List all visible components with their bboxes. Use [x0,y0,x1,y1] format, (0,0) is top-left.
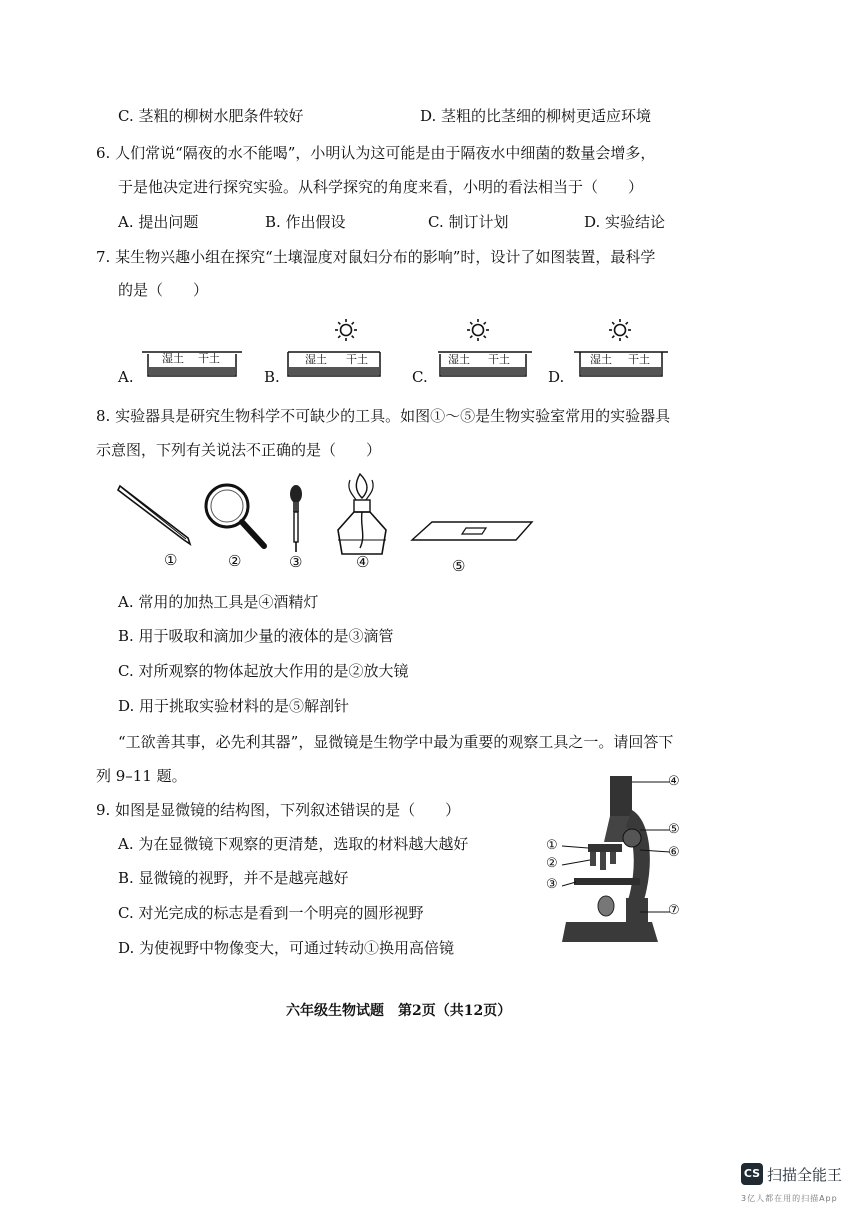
q9-option-a: A. 为在显微镜下观察的更清楚，选取的材料越大越好 [118,835,469,853]
q8-option-b: B. 用于吸取和滴加少量的液体的是③滴管 [118,627,394,645]
intro-line1: “工欲善其事，必先利其器”，显微镜是生物学中最为重要的观察工具之一。请回答下 [118,733,674,751]
q8-number-5: ⑤ [452,557,466,575]
q8-number-2: ② [228,552,242,570]
q6-stem-line2: 于是他决定进行探究实验。从科学探究的角度来看，小明的看法相当于（ ） [118,178,644,196]
q9-option-c: C. 对光完成的标志是看到一个明亮的圆形视野 [118,904,424,922]
page-footer: 六年级生物试题 第2页（共12页） [286,1003,512,1019]
glass-slide-icon [412,522,532,540]
q6-option-c: C. 制订计划 [428,213,509,231]
q7-box-d [574,352,668,376]
q8-option-a: A. 常用的加热工具是④酒精灯 [118,593,319,611]
q7-stem-line2: 的是（ ） [118,281,209,299]
q7-c-dry-label: 干土 [488,353,510,366]
q5-option-c: C. 茎粗的柳树水肥条件较好 [118,107,304,125]
scanner-app-name: 扫描全能王 [767,1166,843,1184]
scanner-logo-badge: CS [741,1163,763,1185]
microscope-label-1: ① [546,838,558,853]
q7-box-a [142,352,242,376]
q8-stem-line2: 示意图，下列有关说法不正确的是（ ） [96,441,382,459]
microscope-label-2: ② [546,856,558,871]
q7-d-dry-label: 干土 [628,353,650,366]
q6-option-d: D. 实验结论 [584,213,666,231]
q6-option-b: B. 作出假设 [265,213,346,231]
microscope-label-4: ④ [668,774,680,789]
q7-label-a: A. [118,368,134,386]
microscope-label-5: ⑤ [668,822,680,837]
q7-sun-c-icon [467,319,489,341]
q7-a-wet-label: 湿土 [162,352,184,365]
dropper-icon [290,485,302,552]
q9-option-b: B. 显微镜的视野，并不是越亮越好 [118,869,349,887]
q7-sun-b-icon [335,319,357,341]
q7-label-b: B. [264,368,280,386]
microscope-label-3: ③ [546,877,558,892]
magnifying-glass-icon [206,485,264,546]
tweezers-icon [118,486,190,544]
q7-c-wet-label: 湿土 [448,353,470,366]
q8-option-d: D. 用于挑取实验材料的是⑤解剖针 [118,697,350,715]
q7-b-wet-label: 湿土 [305,353,327,366]
intro-line2: 列 9–11 题。 [96,767,187,785]
alcohol-lamp-icon [338,474,386,554]
q7-label-c: C. [412,368,428,386]
q7-a-dry-label: 干土 [198,352,220,365]
q8-number-1: ① [164,551,178,569]
q8-number-4: ④ [356,553,370,571]
microscope-figure [540,770,690,950]
q7-b-dry-label: 干土 [346,353,368,366]
q6-option-a: A. 提出问题 [118,213,199,231]
q9-option-d: D. 为使视野中物像变大，可通过转动①换用高倍镜 [118,939,455,957]
q7-stem-line1: 7. 某生物兴趣小组在探究“土壤湿度对鼠妇分布的影响”时，设计了如图装置，最科学 [96,248,656,266]
q8-stem-line1: 8. 实验器具是研究生物科学不可缺少的工具。如图①～⑤是生物实验室常用的实验器具 [96,407,671,425]
q8-option-c: C. 对所观察的物体起放大作用的是②放大镜 [118,662,409,680]
q8-number-3: ③ [289,553,303,571]
microscope-icon [562,776,658,942]
microscope-label-7: ⑦ [668,903,680,918]
q9-stem: 9. 如图是显微镜的结构图，下列叙述错误的是（ ） [96,801,461,819]
q6-stem-line1: 6. 人们常说“隔夜的水不能喝”，小明认为这可能是由于隔夜水中细菌的数量会增多， [96,144,656,162]
scanner-tagline: 3亿人都在用的扫描App [741,1194,838,1203]
q7-d-wet-label: 湿土 [590,353,612,366]
microscope-label-6: ⑥ [668,845,680,860]
q7-label-d: D. [548,368,565,386]
q7-sun-d-icon [609,319,631,341]
q5-option-d: D. 茎粗的比茎细的柳树更适应环境 [420,107,652,125]
